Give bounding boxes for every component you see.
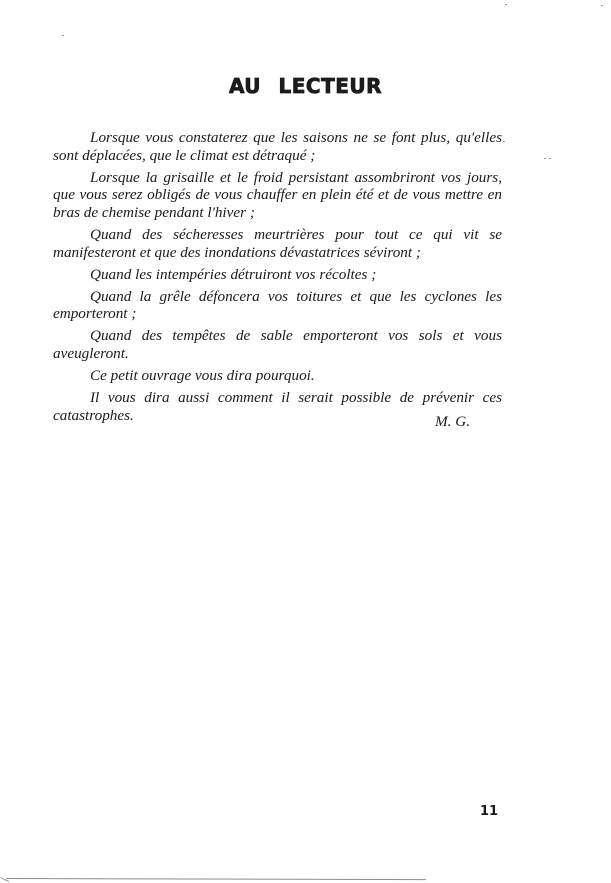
- scan-speck: [549, 158, 551, 159]
- scan-speck: [544, 158, 546, 159]
- scan-speck: [62, 35, 64, 36]
- scan-speck: [601, 5, 603, 6]
- paragraph: Quand les intempéries détruiront vos récoltes ;: [90, 265, 377, 283]
- paragraph: Lorsque vous constaterez que les saisons ne se font plus, qu'elles sont déplacées, que le climat est détraqué ;: [53, 129, 502, 164]
- scan-speck: [503, 141, 505, 142]
- paragraph: Ce petit ouvrage vous dira pourquoi.: [90, 367, 315, 385]
- scan-speck: [505, 4, 507, 5]
- paragraph: Quand la grêle défoncera vos toitures et que les cyclones les emporteront ;: [53, 287, 502, 323]
- paragraph: Lorsque la grisaille et le froid persistant assombriront vos jours, que vous serez obligés de vous chauffer en plein été et de vous mettre en bras de chemise pendant l'hiver ;: [53, 168, 502, 221]
- page-bottom-edge: [6, 878, 426, 880]
- paragraph: Il vous dira aussi comment il serait possible de prévenir ces catastrophes.: [53, 389, 502, 424]
- body-text: [53, 129, 502, 429]
- page-title: AU LECTEUR: [228, 74, 383, 98]
- paragraph: Quand des sécheresses meurtrières pour tout ce qui vit se manifesteront et que des inondations dévastatrices séviront ;: [53, 225, 502, 261]
- paragraph: Quand des tempêtes de sable emporteront vos sols et vous aveugleront.: [53, 327, 502, 363]
- page-number: 11: [480, 804, 499, 819]
- signature: M. G.: [435, 413, 471, 430]
